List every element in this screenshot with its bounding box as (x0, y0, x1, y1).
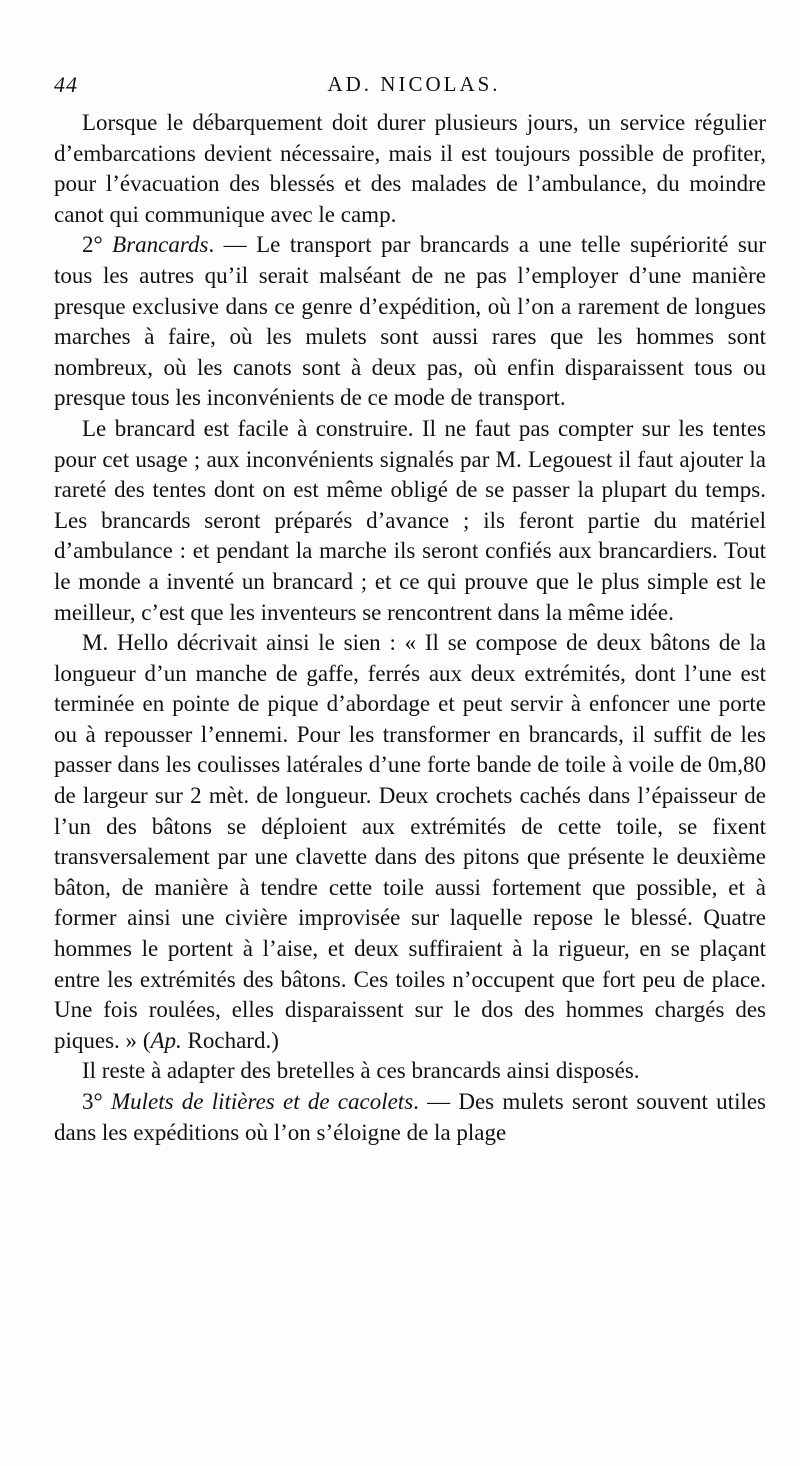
paragraph-stretcher-construction (54, 414, 766, 628)
citation-author: Rochard.) (181, 1027, 279, 1053)
section-number: 2° (82, 232, 103, 258)
section-heading-brancards: Brancards (112, 232, 209, 258)
paragraph-boat-evacuation (54, 108, 766, 230)
running-title: AD. NICOLAS. (327, 72, 501, 96)
paragraph-hello-description (54, 628, 766, 1056)
body-text (54, 108, 766, 1148)
paragraph-text: Le brancard est facile à construire. Il ne faut pas compter sur les tentes pour cet usage ; aux inconvénients signalés par M. Legouest il faut ajouter la rareté des tentes dont on est même obligé de se passer la plupart du temps. Les brancards seront préparés d’avance ; ils feront partie du matériel d’ambulance : et pendant la marche ils seront confiés aux brancardiers. Tout le monde a inventé un brancard ; et ce qui prouve que le plus simple est le meilleur, c’est que les inventeurs se rencontrent dans la même idée. (54, 415, 766, 625)
paragraph-straps (54, 1056, 766, 1087)
paragraph-text: Lorsque le débarquement doit durer plusieurs jours, un service régulier d’embarcations devient nécessaire, mais il est toujours possible de profiter, pour l’évacuation des blessés et des malades de l’ambulance, du moindre canot qui communique avec le camp. (54, 110, 766, 227)
section-number: 3° (82, 1089, 103, 1114)
paragraph-text: Il reste à adapter des bretelles à ces brancards ainsi disposés. (82, 1058, 640, 1084)
citation-abbrev: Ap. (150, 1027, 182, 1053)
paragraph-text: . — Des mulets seront souvent utiles dans les expéditions où l’on s’éloigne de la plage (54, 1089, 767, 1145)
page-number: 44 (54, 72, 78, 97)
paragraph-stretchers (54, 230, 766, 414)
section-heading-mulets: Mulets de litières et de cacolets (110, 1089, 414, 1114)
paragraph-mules (54, 1087, 766, 1148)
running-head (54, 72, 774, 106)
citation-prefix: ( (137, 1027, 151, 1053)
paragraph-text: . — Le transport par brancards a une telle supériorité sur tous les autres qu’il serait malséant de ne pas l’employer d’une manière presque exclusive dans ce genre d’expédition, où l’on a rarement de longues marches à faire, où les mulets sont aussi rares que les hommes sont nombreux, où les canots sont à deux pas, où enfin disparaissent tous ou presque tous les inconvénients de ce mode de transport. (54, 232, 767, 411)
paragraph-text: M. Hello décrivait ainsi le sien : « Il se compose de deux bâtons de la longueur d’un manche de gaffe, ferrés aux deux extrémités, dont l’une est terminée en pointe de pique d’abordage et peut servir à enfoncer une porte ou à repousser l’ennemi. Pour les transformer en brancards, il suffit de les passer dans les coulisses latérales d’une forte bande de toile à voile de 0m,80 de largeur sur 2 mèt. de longueur. Deux crochets cachés dans l’épaisseur de l’un des bâtons se déploient aux extrémités de cette toile, se fixent transversalement par une clavette dans des pitons que présente le deuxième bâton, de manière à tendre cette toile aussi fortement que possible, et à former ainsi une civière improvisée sur laquelle repose le blessé. Quatre hommes le portent à l’aise, et deux suffiraient à la rigueur, en se plaçant entre les extrémités des bâtons. Ces toiles n’occupent que fort peu de place. Une fois roulées, elles disparaissent sur le dos des hommes chargés des piques. » (54, 630, 766, 1053)
